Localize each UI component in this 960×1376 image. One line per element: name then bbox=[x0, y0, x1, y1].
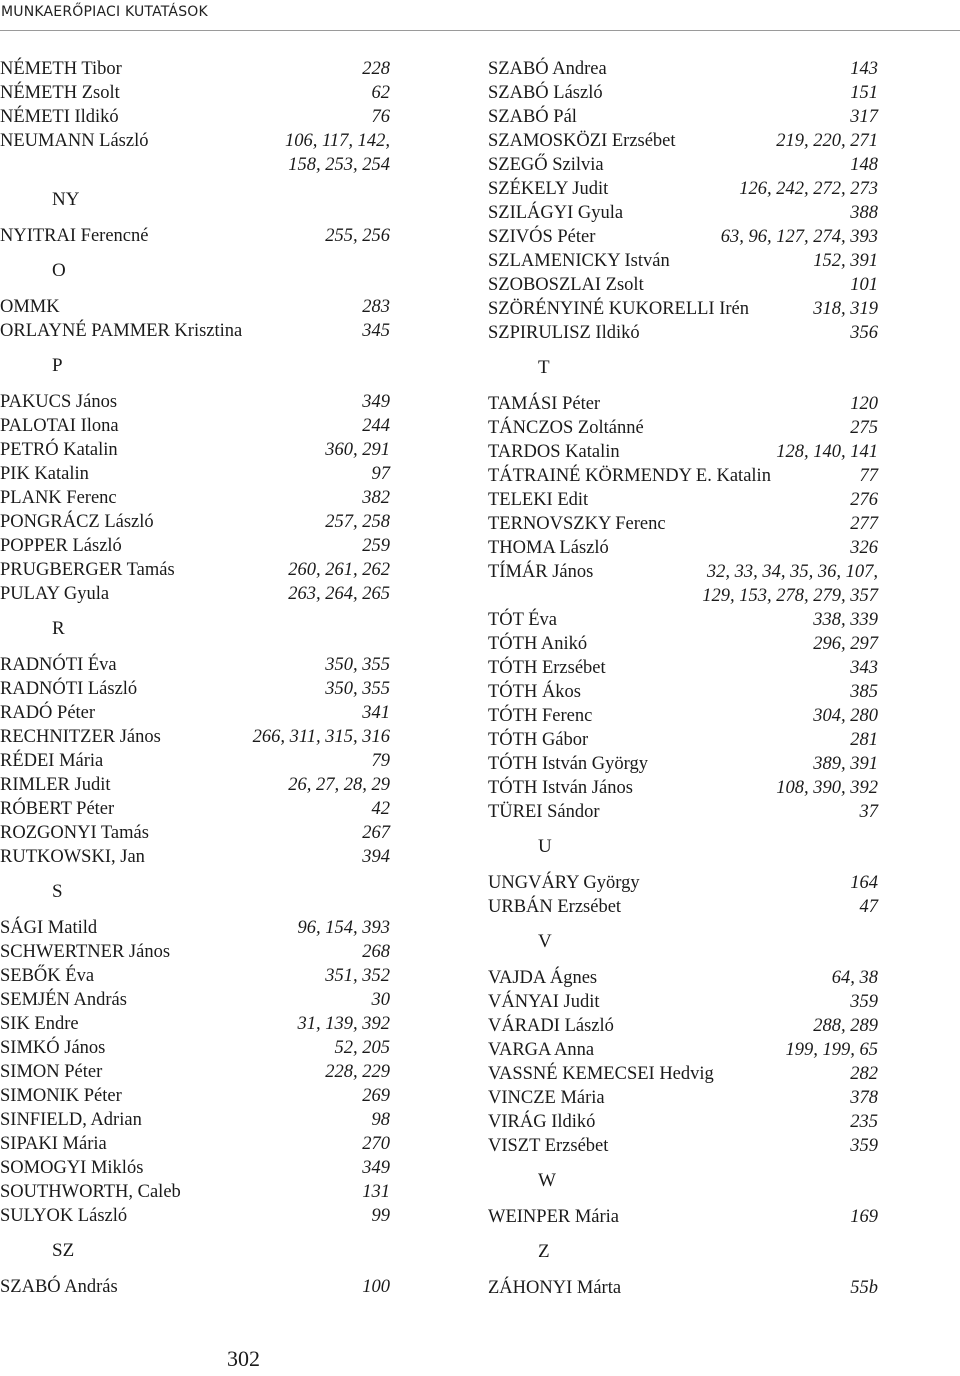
index-entry bbox=[488, 1110, 880, 1134]
index-entry bbox=[488, 105, 880, 129]
entry-pages: 356 bbox=[850, 323, 878, 343]
entry-pages: 97 bbox=[371, 464, 390, 484]
letter-heading-text: NY bbox=[52, 189, 80, 210]
entry-pages: 259 bbox=[362, 536, 390, 556]
entry-name: TÓTH Gábor bbox=[488, 730, 589, 750]
letter-heading bbox=[488, 1229, 880, 1276]
index-entry bbox=[0, 845, 392, 869]
entry-pages: 52, 205 bbox=[334, 1038, 390, 1058]
index-entry bbox=[488, 632, 880, 656]
entry-pages: 389, 391 bbox=[813, 754, 878, 774]
index-entry bbox=[0, 1204, 392, 1228]
entry-name: SZEGŐ Szilvia bbox=[488, 155, 604, 175]
entry-name: SZABÓ András bbox=[0, 1277, 118, 1297]
index-entry bbox=[488, 1205, 880, 1229]
letter-heading-text: P bbox=[52, 355, 63, 376]
page-header bbox=[0, 0, 960, 31]
entry-pages: 338, 339 bbox=[813, 610, 878, 630]
entry-pages: 388 bbox=[850, 203, 878, 223]
entry-pages: 77 bbox=[859, 466, 878, 486]
entry-name: SZÖRÉNYINÉ KUKORELLI Irén bbox=[488, 299, 750, 319]
entry-pages: 263, 264, 265 bbox=[288, 584, 390, 604]
entry-name: VÁNYAI Judit bbox=[488, 992, 600, 1012]
index-column-right bbox=[488, 57, 880, 1300]
index-entry bbox=[488, 273, 880, 297]
index-entry bbox=[488, 129, 880, 153]
index-entry bbox=[488, 1014, 880, 1038]
entry-pages: 326 bbox=[850, 538, 878, 558]
index-entry bbox=[488, 225, 880, 249]
entry-pages: 266, 311, 315, 316 bbox=[252, 727, 390, 747]
index-entry bbox=[0, 81, 392, 105]
entry-name: VIRÁG Ildikó bbox=[488, 1112, 596, 1132]
index-entry bbox=[0, 319, 392, 343]
index-entry bbox=[488, 297, 880, 321]
entry-pages: 96, 154, 393 bbox=[297, 918, 390, 938]
entry-name: NYITRAI Ferencné bbox=[0, 226, 149, 246]
letter-heading-text: V bbox=[538, 931, 552, 952]
entry-name: SCHWERTNER János bbox=[0, 942, 171, 962]
letter-heading bbox=[0, 177, 392, 224]
entry-pages: 37 bbox=[859, 802, 878, 822]
letter-heading bbox=[0, 869, 392, 916]
entry-pages: 32, 33, 34, 35, 36, 107, bbox=[706, 562, 878, 582]
entry-pages: 394 bbox=[362, 847, 390, 867]
entry-pages: 360, 291 bbox=[325, 440, 390, 460]
entry-name: NÉMETH Zsolt bbox=[0, 83, 120, 103]
entry-pages: 235 bbox=[850, 1112, 878, 1132]
index-entry bbox=[0, 749, 392, 773]
index-entry bbox=[0, 916, 392, 940]
entry-name: SIK Endre bbox=[0, 1014, 79, 1034]
entry-name: TÜREI Sándor bbox=[488, 802, 600, 822]
entry-name: VAJDA Ágnes bbox=[488, 968, 598, 988]
index-entry bbox=[488, 680, 880, 704]
entry-name: TERNOVSZKY Ferenc bbox=[488, 514, 666, 534]
index-entry bbox=[488, 1038, 880, 1062]
entry-pages: 282 bbox=[850, 1064, 878, 1084]
index-entry bbox=[488, 321, 880, 345]
entry-pages: 317 bbox=[850, 107, 878, 127]
entry-pages: 288, 289 bbox=[813, 1016, 878, 1036]
index-entry bbox=[0, 940, 392, 964]
letter-heading bbox=[488, 1158, 880, 1205]
index-entry bbox=[0, 486, 392, 510]
entry-name: TÓTH István János bbox=[488, 778, 633, 798]
letter-heading-text: Z bbox=[538, 1241, 550, 1262]
entry-name: VÁRADI László bbox=[488, 1016, 614, 1036]
index-column-left bbox=[0, 57, 392, 1299]
entry-name: SULYOK László bbox=[0, 1206, 128, 1226]
entry-pages: 228, 229 bbox=[325, 1062, 390, 1082]
page-number: 302 bbox=[227, 1346, 260, 1371]
index-entry bbox=[488, 1062, 880, 1086]
index-entry bbox=[488, 584, 880, 608]
entry-pages: 283 bbox=[362, 297, 390, 317]
index-entry bbox=[488, 1276, 880, 1300]
entry-pages: 152, 391 bbox=[813, 251, 878, 271]
entry-name: SZPIRULISZ Ildikó bbox=[488, 323, 640, 343]
entry-pages: 169 bbox=[850, 1207, 878, 1227]
letter-heading bbox=[488, 345, 880, 392]
index-entry bbox=[488, 153, 880, 177]
entry-name: ORLAYNÉ PAMMER Krisztina bbox=[0, 321, 243, 341]
index-entry bbox=[488, 464, 880, 488]
index-entry bbox=[0, 988, 392, 1012]
entry-name: SZIVÓS Péter bbox=[488, 227, 596, 247]
entry-name: TAMÁSI Péter bbox=[488, 394, 601, 414]
entry-pages: 131 bbox=[362, 1182, 390, 1202]
entry-pages: 106, 117, 142, bbox=[284, 131, 390, 151]
entry-name: PAKUCS János bbox=[0, 392, 118, 412]
index-entry bbox=[488, 871, 880, 895]
entry-pages: 164 bbox=[850, 873, 878, 893]
entry-pages: 350, 355 bbox=[325, 655, 390, 675]
index-entry bbox=[0, 821, 392, 845]
index-entry bbox=[0, 1012, 392, 1036]
entry-pages: 351, 352 bbox=[325, 966, 390, 986]
entry-pages: 244 bbox=[362, 416, 390, 436]
index-entry bbox=[0, 1156, 392, 1180]
entry-pages: 108, 390, 392 bbox=[776, 778, 878, 798]
index-entry bbox=[488, 201, 880, 225]
entry-name: RIMLER Judit bbox=[0, 775, 111, 795]
entry-name: SZABÓ László bbox=[488, 83, 603, 103]
entry-name: TÁNCZOS Zoltánné bbox=[488, 418, 644, 438]
entry-name: VASSNÉ KEMECSEI Hedvig bbox=[488, 1064, 714, 1084]
index-entry bbox=[0, 390, 392, 414]
entry-name: RADNÓTI László bbox=[0, 679, 138, 699]
entry-pages: 378 bbox=[850, 1088, 878, 1108]
entry-name: TELEKI Edit bbox=[488, 490, 589, 510]
entry-pages: 219, 220, 271 bbox=[776, 131, 878, 151]
entry-pages: 382 bbox=[362, 488, 390, 508]
entry-name: RÓBERT Péter bbox=[0, 799, 115, 819]
entry-name: SIMON Péter bbox=[0, 1062, 103, 1082]
entry-name: SZAMOSKÖZI Erzsébet bbox=[488, 131, 676, 151]
entry-name: SZÉKELY Judit bbox=[488, 179, 609, 199]
entry-pages: 76 bbox=[371, 107, 390, 127]
entry-name: SIPAKI Mária bbox=[0, 1134, 107, 1154]
index-entry bbox=[0, 153, 392, 177]
index-entry bbox=[488, 608, 880, 632]
entry-name: VINCZE Mária bbox=[488, 1088, 605, 1108]
index-entry bbox=[0, 797, 392, 821]
entry-pages: 341 bbox=[362, 703, 390, 723]
entry-pages: 55b bbox=[850, 1278, 878, 1298]
entry-name: TARDOS Katalin bbox=[488, 442, 620, 462]
entry-name: SÁGI Matild bbox=[0, 918, 98, 938]
entry-name: NÉMETH Tibor bbox=[0, 59, 122, 79]
index-entry bbox=[0, 1275, 392, 1299]
entry-pages: 296, 297 bbox=[813, 634, 878, 654]
index-entry bbox=[0, 1036, 392, 1060]
index-entry bbox=[488, 392, 880, 416]
index-entry bbox=[488, 249, 880, 273]
index-entry bbox=[0, 57, 392, 81]
index-entry bbox=[0, 462, 392, 486]
entry-pages: 260, 261, 262 bbox=[288, 560, 390, 580]
journal-title: MUNKAERŐPIACI KUTATÁSOK bbox=[1, 4, 208, 20]
index-entry bbox=[488, 536, 880, 560]
entry-pages: 228 bbox=[362, 59, 390, 79]
letter-heading-text: U bbox=[538, 836, 552, 857]
entry-name: PETRÓ Katalin bbox=[0, 440, 118, 460]
entry-name: POPPER László bbox=[0, 536, 122, 556]
index-entry bbox=[0, 773, 392, 797]
entry-name: TÁTRAINÉ KÖRMENDY E. Katalin bbox=[488, 466, 771, 486]
entry-pages: 30 bbox=[371, 990, 390, 1010]
entry-pages: 349 bbox=[362, 1158, 390, 1178]
index-entry bbox=[488, 560, 880, 584]
entry-pages: 148 bbox=[850, 155, 878, 175]
entry-pages: 126, 242, 272, 273 bbox=[739, 179, 878, 199]
entry-name: SOMOGYI Miklós bbox=[0, 1158, 144, 1178]
letter-heading bbox=[0, 343, 392, 390]
entry-pages: 63, 96, 127, 274, 393 bbox=[720, 227, 878, 247]
letter-heading-text: R bbox=[52, 618, 65, 639]
index-entry bbox=[0, 1180, 392, 1204]
entry-name: THOMA László bbox=[488, 538, 609, 558]
letter-heading-text: T bbox=[538, 357, 550, 378]
index-entry bbox=[488, 704, 880, 728]
entry-name: PALOTAI Ilona bbox=[0, 416, 119, 436]
entry-pages: 275 bbox=[850, 418, 878, 438]
index-entry bbox=[0, 105, 392, 129]
index-entry bbox=[488, 656, 880, 680]
entry-pages: 26, 27, 28, 29 bbox=[288, 775, 390, 795]
entry-pages: 349 bbox=[362, 392, 390, 412]
entry-name: NÉMETI Ildikó bbox=[0, 107, 119, 127]
index-entry bbox=[488, 1086, 880, 1110]
entry-pages: 359 bbox=[850, 1136, 878, 1156]
entry-pages: 269 bbox=[362, 1086, 390, 1106]
entry-name: SEBŐK Éva bbox=[0, 966, 95, 986]
entry-name: RUTKOWSKI, Jan bbox=[0, 847, 145, 867]
index-entry bbox=[0, 1084, 392, 1108]
index-entry bbox=[0, 653, 392, 677]
index-entry bbox=[0, 1060, 392, 1084]
index-entry bbox=[0, 414, 392, 438]
entry-name: OMMK bbox=[0, 297, 60, 317]
index-entry bbox=[0, 701, 392, 725]
index-entry bbox=[0, 558, 392, 582]
letter-heading bbox=[488, 919, 880, 966]
index-entry bbox=[0, 510, 392, 534]
index-entry bbox=[0, 224, 392, 248]
entry-pages: 199, 199, 65 bbox=[785, 1040, 878, 1060]
index-entry bbox=[488, 800, 880, 824]
entry-name: SIMONIK Péter bbox=[0, 1086, 122, 1106]
letter-heading-text: SZ bbox=[52, 1240, 75, 1261]
entry-pages: 64, 38 bbox=[831, 968, 878, 988]
entry-name: VARGA Anna bbox=[488, 1040, 595, 1060]
entry-pages: 343 bbox=[850, 658, 878, 678]
entry-pages: 276 bbox=[850, 490, 878, 510]
entry-name: RADNÓTI Éva bbox=[0, 655, 117, 675]
entry-name: NEUMANN László bbox=[0, 131, 149, 151]
entry-name: TÓTH Anikó bbox=[488, 634, 588, 654]
entry-name: PIK Katalin bbox=[0, 464, 89, 484]
entry-name: UNGVÁRY György bbox=[488, 873, 640, 893]
index-entry bbox=[488, 512, 880, 536]
entry-name: TÓTH István György bbox=[488, 754, 648, 774]
entry-pages: 98 bbox=[371, 1110, 390, 1130]
entry-name: SZABÓ Andrea bbox=[488, 59, 607, 79]
index-entry bbox=[488, 416, 880, 440]
entry-name: ZÁHONYI Márta bbox=[488, 1278, 622, 1298]
entry-name: SZILÁGYI Gyula bbox=[488, 203, 624, 223]
index-entry bbox=[0, 725, 392, 749]
entry-pages: 267 bbox=[362, 823, 390, 843]
entry-pages: 304, 280 bbox=[813, 706, 878, 726]
letter-heading-text: O bbox=[52, 260, 66, 281]
letter-heading-text: S bbox=[52, 881, 63, 902]
entry-pages: 318, 319 bbox=[813, 299, 878, 319]
entry-pages: 268 bbox=[362, 942, 390, 962]
index-entry bbox=[0, 1108, 392, 1132]
entry-name: PULAY Gyula bbox=[0, 584, 110, 604]
letter-heading bbox=[0, 248, 392, 295]
letter-heading bbox=[0, 1228, 392, 1275]
entry-pages: 277 bbox=[850, 514, 878, 534]
index-entry bbox=[0, 677, 392, 701]
entry-pages: 100 bbox=[362, 1277, 390, 1297]
entry-name: SINFIELD, Adrian bbox=[0, 1110, 142, 1130]
entry-name: PLANK Ferenc bbox=[0, 488, 117, 508]
index-entry bbox=[0, 129, 392, 153]
entry-pages: 158, 253, 254 bbox=[288, 155, 390, 175]
entry-name: URBÁN Erzsébet bbox=[488, 897, 622, 917]
index-entry bbox=[0, 438, 392, 462]
entry-name: VISZT Erzsébet bbox=[488, 1136, 609, 1156]
index-entry bbox=[488, 776, 880, 800]
entry-name: SZOBOSZLAI Zsolt bbox=[488, 275, 644, 295]
entry-name: PONGRÁCZ László bbox=[0, 512, 154, 532]
entry-pages: 257, 258 bbox=[325, 512, 390, 532]
entry-pages: 120 bbox=[850, 394, 878, 414]
index-entry bbox=[488, 57, 880, 81]
entry-pages: 128, 140, 141 bbox=[776, 442, 878, 462]
index-entry bbox=[488, 81, 880, 105]
letter-heading bbox=[0, 606, 392, 653]
entry-name: SEMJÉN András bbox=[0, 990, 127, 1010]
entry-pages: 47 bbox=[859, 897, 878, 917]
index-entry bbox=[488, 488, 880, 512]
index-entry bbox=[488, 1134, 880, 1158]
entry-name: TÓTH Erzsébet bbox=[488, 658, 606, 678]
entry-name: SIMKÓ János bbox=[0, 1038, 106, 1058]
entry-name: PRUGBERGER Tamás bbox=[0, 560, 175, 580]
entry-pages: 151 bbox=[850, 83, 878, 103]
entry-name: TÓT Éva bbox=[488, 610, 558, 630]
entry-pages: 345 bbox=[362, 321, 390, 341]
index-entry bbox=[0, 295, 392, 319]
entry-pages: 31, 139, 392 bbox=[297, 1014, 390, 1034]
entry-name: SZABÓ Pál bbox=[488, 107, 577, 127]
index-entry bbox=[488, 966, 880, 990]
entry-pages: 99 bbox=[371, 1206, 390, 1226]
entry-name: RÉDEI Mária bbox=[0, 751, 104, 771]
index-entry bbox=[0, 1132, 392, 1156]
entry-name: SZLAMENICKY István bbox=[488, 251, 670, 271]
entry-name: SOUTHWORTH, Caleb bbox=[0, 1182, 181, 1202]
entry-pages: 101 bbox=[850, 275, 878, 295]
index-entry bbox=[488, 440, 880, 464]
entry-pages: 129, 153, 278, 279, 357 bbox=[702, 586, 878, 606]
index-entry bbox=[0, 534, 392, 558]
entry-pages: 42 bbox=[371, 799, 390, 819]
index-entry bbox=[0, 964, 392, 988]
index-entry bbox=[488, 728, 880, 752]
index-entry bbox=[488, 752, 880, 776]
index-entry bbox=[0, 582, 392, 606]
entry-name: RADÓ Péter bbox=[0, 703, 96, 723]
letter-heading-text: W bbox=[538, 1170, 556, 1191]
entry-pages: 255, 256 bbox=[325, 226, 390, 246]
index-entry bbox=[488, 990, 880, 1014]
entry-pages: 62 bbox=[371, 83, 390, 103]
entry-pages: 143 bbox=[850, 59, 878, 79]
letter-heading bbox=[488, 824, 880, 871]
entry-name: WEINPER Mária bbox=[488, 1207, 620, 1227]
entry-pages: 385 bbox=[850, 682, 878, 702]
entry-name: RECHNITZER János bbox=[0, 727, 161, 747]
index-entry bbox=[488, 177, 880, 201]
entry-pages: 350, 355 bbox=[325, 679, 390, 699]
entry-pages: 359 bbox=[850, 992, 878, 1012]
entry-pages: 79 bbox=[371, 751, 390, 771]
index-entry bbox=[488, 895, 880, 919]
entry-pages: 281 bbox=[850, 730, 878, 750]
entry-name: TÓTH Ferenc bbox=[488, 706, 593, 726]
entry-name: ROZGONYI Tamás bbox=[0, 823, 149, 843]
entry-name: TÍMÁR János bbox=[488, 562, 594, 582]
entry-name: TÓTH Ákos bbox=[488, 682, 582, 702]
entry-pages: 270 bbox=[362, 1134, 390, 1154]
